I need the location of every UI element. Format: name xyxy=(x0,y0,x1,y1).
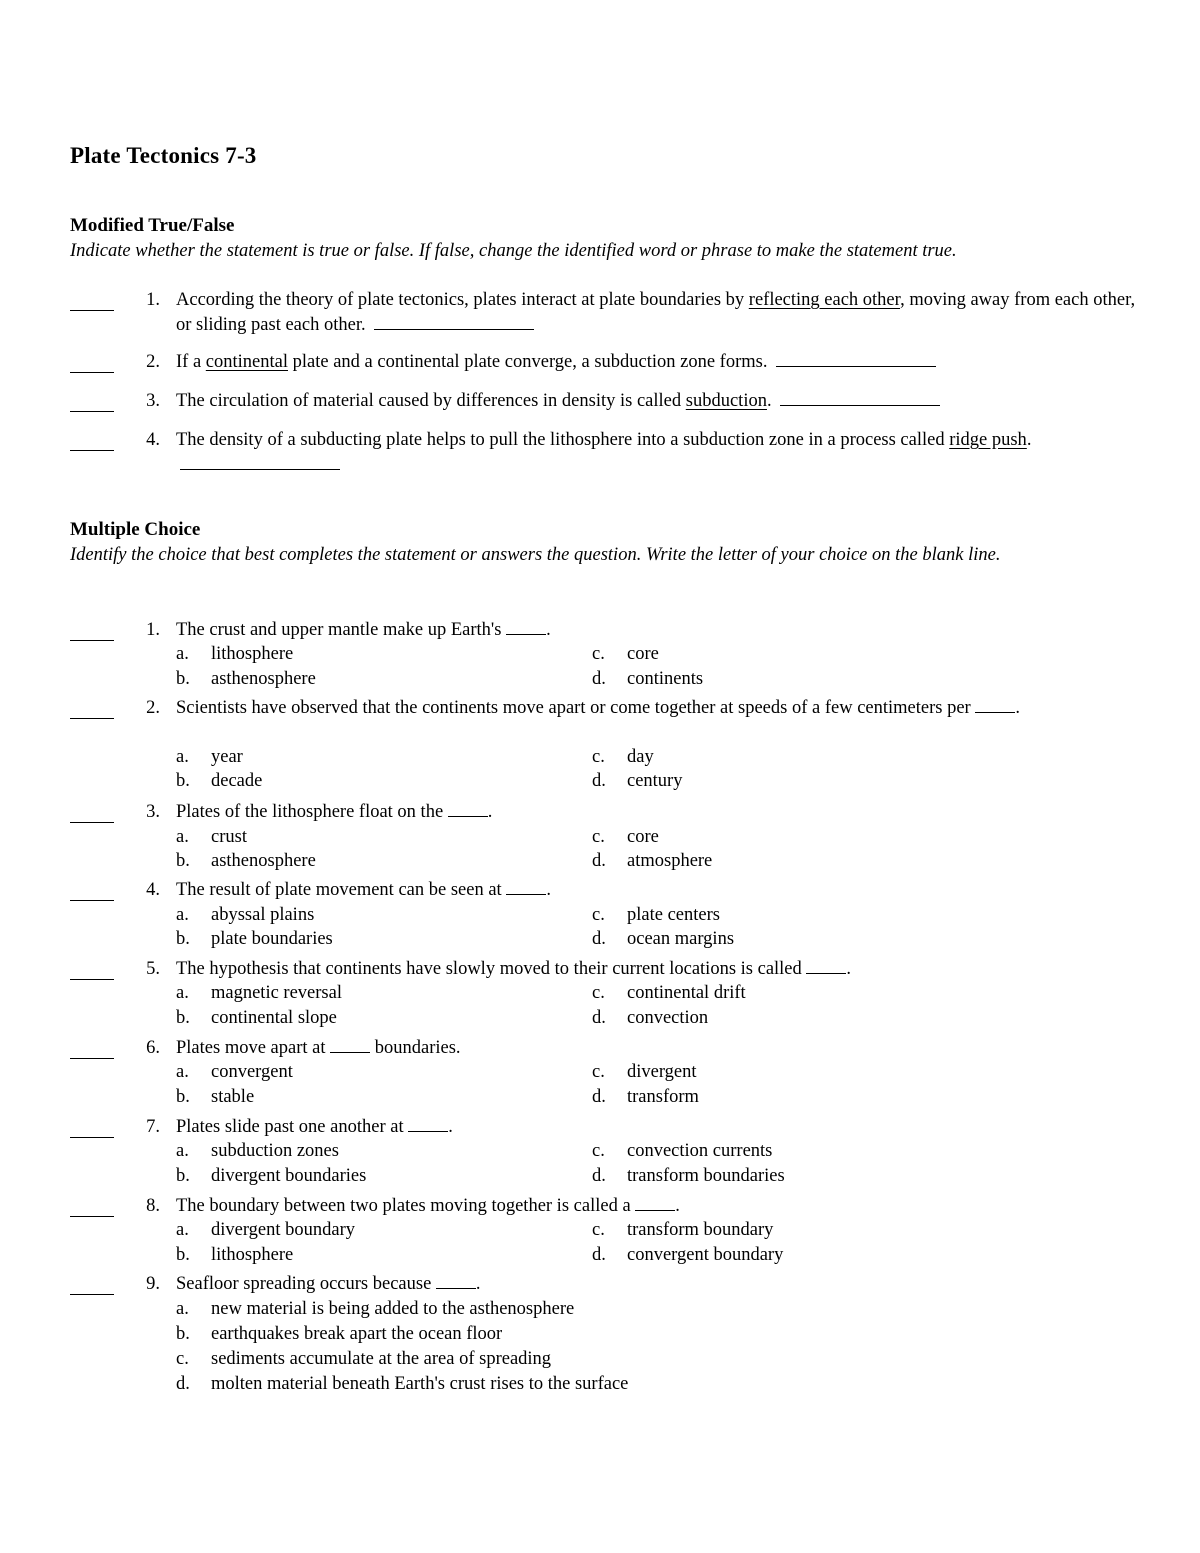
answer-blank[interactable] xyxy=(70,1272,114,1295)
choice-c[interactable]: c. continental drift xyxy=(592,983,746,1003)
correction-blank[interactable] xyxy=(180,453,340,470)
stem-blank xyxy=(408,1115,448,1132)
question-text: The crust and upper mantle make up Earth's . xyxy=(176,620,551,640)
choice-c[interactable]: c. core xyxy=(592,827,659,847)
choice-b[interactable]: b. continental slope xyxy=(176,1008,337,1028)
choice-a[interactable]: a. new material is being added to the asthenosphere xyxy=(176,1299,575,1319)
answer-blank[interactable] xyxy=(70,389,114,412)
choice-b[interactable]: b. asthenosphere xyxy=(176,851,316,871)
question-number: 2. xyxy=(146,352,160,372)
question-number: 6. xyxy=(146,1038,160,1058)
choice-a[interactable]: a. magnetic reversal xyxy=(176,983,342,1003)
identified-phrase: reflecting each other xyxy=(748,290,901,310)
answer-blank[interactable] xyxy=(70,957,114,980)
choice-b[interactable]: b. asthenosphere xyxy=(176,669,316,689)
choice-a[interactable]: a. abyssal plains xyxy=(176,905,315,925)
choice-c[interactable]: c. transform boundary xyxy=(592,1220,774,1240)
correction-blank[interactable] xyxy=(776,350,936,367)
question-text: The boundary between two plates moving together is called a . xyxy=(176,1196,680,1216)
question-text: The density of a subducting plate helps to pull the lithosphere into a subduction zone in a process called ridge push. xyxy=(176,428,1136,478)
choice-d[interactable]: d. century xyxy=(592,771,683,791)
question-number: 3. xyxy=(146,802,160,822)
choice-c[interactable]: c. day xyxy=(592,747,654,767)
correction-blank[interactable] xyxy=(374,313,534,330)
tf-heading: Modified True/False xyxy=(70,215,235,236)
stem-blank xyxy=(806,957,846,974)
choice-c[interactable]: c. convection currents xyxy=(592,1141,773,1161)
correction-blank[interactable] xyxy=(780,389,940,406)
choice-b[interactable]: b. stable xyxy=(176,1087,255,1107)
question-number: 3. xyxy=(146,391,160,411)
choice-d[interactable]: d. molten material beneath Earth's crust rises to the surface xyxy=(176,1374,629,1394)
answer-blank[interactable] xyxy=(70,428,114,451)
choice-d[interactable]: d. convergent boundary xyxy=(592,1245,784,1265)
answer-blank[interactable] xyxy=(70,618,114,641)
choice-d[interactable]: d. transform xyxy=(592,1087,699,1107)
identified-phrase: continental xyxy=(205,352,288,372)
mc-heading: Multiple Choice xyxy=(70,519,201,540)
choice-c[interactable]: c. divergent xyxy=(592,1062,697,1082)
question-text: The hypothesis that continents have slowly moved to their current locations is called . xyxy=(176,959,852,979)
choice-a[interactable]: a. divergent boundary xyxy=(176,1220,356,1240)
choice-a[interactable]: a. crust xyxy=(176,827,247,847)
mc-section-header xyxy=(70,517,1150,568)
question-text: The result of plate movement can be seen at . xyxy=(176,880,551,900)
question-number: 1. xyxy=(146,620,160,640)
choice-c[interactable]: c. core xyxy=(592,644,659,664)
answer-blank[interactable] xyxy=(70,1115,114,1138)
question-number: 2. xyxy=(146,698,160,718)
tf-section-header xyxy=(70,213,1150,264)
answer-blank[interactable] xyxy=(70,1036,114,1059)
stem-blank xyxy=(635,1194,675,1211)
answer-blank[interactable] xyxy=(70,1194,114,1217)
question-number: 9. xyxy=(146,1274,160,1294)
identified-phrase: ridge push xyxy=(949,430,1027,450)
stem-blank xyxy=(975,696,1015,713)
stem-blank xyxy=(448,800,488,817)
choice-a[interactable]: a. subduction zones xyxy=(176,1141,339,1161)
question-number: 4. xyxy=(146,880,160,900)
question-number: 1. xyxy=(146,290,160,310)
choice-b[interactable]: b. lithosphere xyxy=(176,1245,294,1265)
choice-b[interactable]: b. divergent boundaries xyxy=(176,1166,367,1186)
question-text: Seafloor spreading occurs because . xyxy=(176,1274,481,1294)
answer-blank[interactable] xyxy=(70,288,114,311)
stem-blank xyxy=(506,878,546,895)
choice-c[interactable]: c. sediments accumulate at the area of spreading xyxy=(176,1349,552,1369)
answer-blank[interactable] xyxy=(70,800,114,823)
choice-c[interactable]: c. plate centers xyxy=(592,905,720,925)
question-text: Plates move apart at boundaries. xyxy=(176,1038,461,1058)
question-number: 8. xyxy=(146,1196,160,1216)
stem-blank xyxy=(436,1272,476,1289)
stem-blank xyxy=(330,1036,370,1053)
question-text: Scientists have observed that the continents move apart or come together at speeds of a few centimeters per . xyxy=(176,698,1020,718)
answer-blank[interactable] xyxy=(70,696,114,719)
question-number: 7. xyxy=(146,1117,160,1137)
choice-b[interactable]: b. decade xyxy=(176,771,263,791)
choice-d[interactable]: d. continents xyxy=(592,669,704,689)
question-number: 4. xyxy=(146,430,160,450)
question-text: The circulation of material caused by differences in density is called subduction. xyxy=(176,389,1136,414)
question-text: Plates slide past one another at . xyxy=(176,1117,453,1137)
question-number: 5. xyxy=(146,959,160,979)
choice-a[interactable]: a. convergent xyxy=(176,1062,293,1082)
tf-instructions: Indicate whether the statement is true or false. If false, change the identified word or phrase to make the statement true. xyxy=(70,241,957,261)
answer-blank[interactable] xyxy=(70,350,114,373)
choice-d[interactable]: d. ocean margins xyxy=(592,929,735,949)
choice-d[interactable]: d. transform boundaries xyxy=(592,1166,785,1186)
mc-instructions: Identify the choice that best completes the statement or answers the question. Write the letter of your choice on the blank line. xyxy=(70,545,1001,565)
choice-b[interactable]: b. plate boundaries xyxy=(176,929,333,949)
stem-blank xyxy=(506,618,546,635)
choice-a[interactable]: a. year xyxy=(176,747,243,767)
choice-d[interactable]: d. atmosphere xyxy=(592,851,713,871)
page-title: Plate Tectonics 7-3 xyxy=(70,143,257,168)
choice-a[interactable]: a. lithosphere xyxy=(176,644,294,664)
question-text: According the theory of plate tectonics, plates interact at plate boundaries by reflecting each other, moving away from each other, or sliding past each other. xyxy=(176,290,1136,335)
question-text: If a continental plate and a continental plate converge, a subduction zone forms. xyxy=(176,350,1136,375)
choice-d[interactable]: d. convection xyxy=(592,1008,709,1028)
question-text: Plates of the lithosphere float on the . xyxy=(176,802,493,822)
choice-b[interactable]: b. earthquakes break apart the ocean floor xyxy=(176,1324,503,1344)
identified-phrase: subduction xyxy=(685,391,767,411)
answer-blank[interactable] xyxy=(70,878,114,901)
